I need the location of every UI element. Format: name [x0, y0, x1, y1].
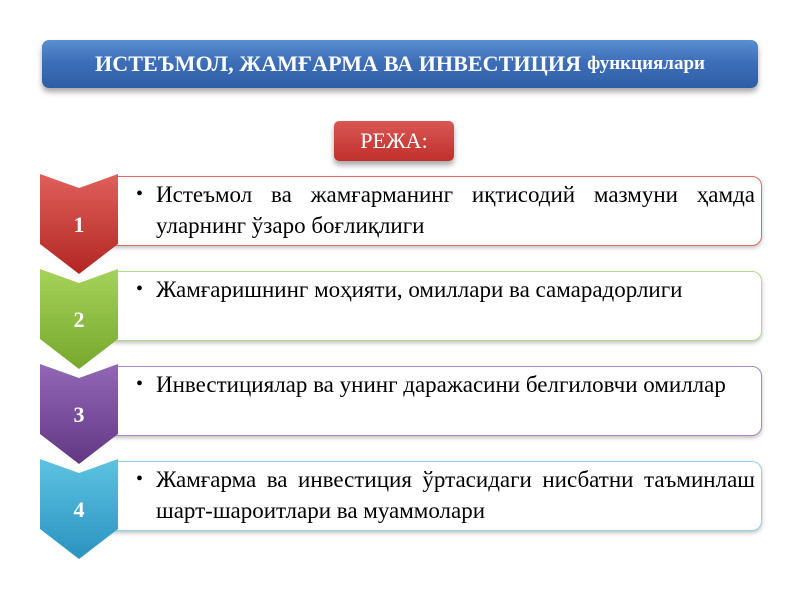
bullet-icon: •	[136, 373, 144, 395]
item-number: 1	[73, 212, 85, 237]
bullet-icon: •	[136, 183, 144, 205]
bullet-icon: •	[136, 468, 144, 490]
list-item-1	[0, 174, 800, 274]
item-text: Жамғаришнинг моҳияти, омиллари ва самарадорлиги	[156, 277, 683, 302]
list-item-2	[0, 269, 800, 369]
item-panel	[105, 176, 762, 246]
list-item-4	[0, 459, 800, 559]
item-number: 2	[73, 307, 85, 332]
item-number: 3	[73, 402, 85, 427]
item-panel	[105, 271, 762, 341]
item-text: Истеъмол ва жамғарманинг иқтисодий мазмуни ҳамда уларнинг ўзаро боғлиқлиги	[156, 182, 755, 238]
item-text: Жамғарма ва инвестиция ўртасидаги нисбатни таъминлаш шарт-шароитлари ва муаммолари	[156, 467, 755, 523]
list-item-3	[0, 364, 800, 464]
title-bar	[42, 40, 758, 88]
item-number: 4	[73, 497, 85, 522]
bullet-icon: •	[136, 278, 144, 300]
reja-label: РЕЖА:	[334, 121, 454, 161]
title-main: ИСТЕЪМОЛ, ЖАМҒАРМА ВА ИНВЕСТИЦИЯ	[95, 51, 582, 76]
item-panel	[105, 366, 762, 436]
item-panel	[105, 461, 762, 531]
title-suffix: функциялари	[587, 53, 705, 74]
item-text: Инвестициялар ва унинг даражасини белгиловчи омиллар	[156, 372, 726, 397]
